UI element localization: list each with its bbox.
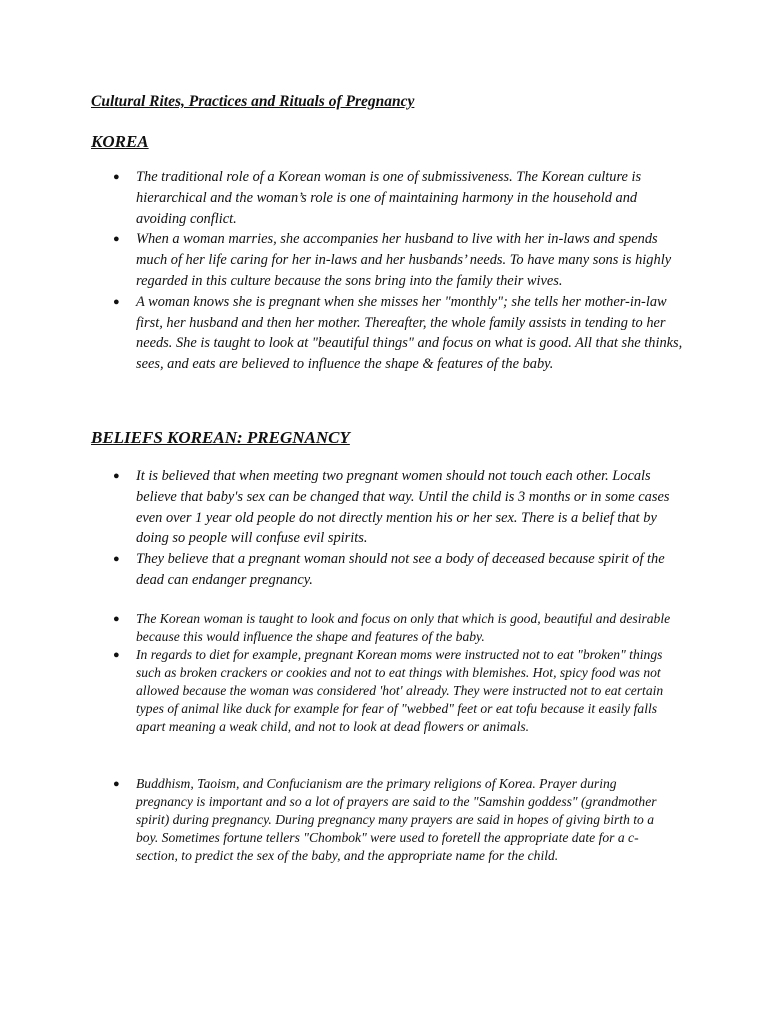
document-title: Cultural Rites, Practices and Rituals of Pregnancy	[91, 93, 415, 110]
list-item	[113, 646, 681, 736]
beliefs-heading: BELIEFS KOREAN: PREGNANCY	[91, 428, 350, 447]
bullet-icon: ●	[113, 295, 120, 308]
list-item	[113, 610, 681, 646]
bullet-icon: ●	[113, 649, 120, 661]
bullet-icon: ●	[113, 233, 120, 246]
bullet-icon: ●	[113, 613, 120, 625]
list-item	[113, 466, 686, 549]
list-item-text: When a woman marries, she accompanies her husband to live with her in-laws and spends much of her life caring for her in-laws and her husbands’ needs. To have many sons is highly regarded in this culture because the sons bring into the family their wives.	[136, 231, 672, 289]
list-item	[113, 775, 676, 865]
korea-bullet-list	[113, 167, 686, 375]
bullet-icon: ●	[113, 470, 120, 482]
list-item-text: It is believed that when meeting two pregnant women should not touch each other. Locals believe that baby's sex can be changed that way. Until the child is 3 months or in some cases even over 1 year old people do not directly mention his or her sex. There is a belief that by doing so people will confuse evil spirits.	[136, 468, 670, 547]
list-item-text: In regards to diet for example, pregnant Korean moms were instructed not to eat "broken" things such as broken crackers or cookies and not to eat things with blemishes. Hot, spicy food was not allowed because the woman was considered 'hot' already. They were instructed not to eat certain types of animal like duck for example for fear of "webbed" feet or eat tofu because it easily falls apart meaning a weak child, and not to look at dead flowers or animals.	[136, 647, 664, 734]
list-item	[113, 549, 686, 591]
list-item-text: A woman knows she is pregnant when she misses her "monthly"; she tells her mother-in-law first, her husband and then her mother. Thereafter, the whole family assists in tending to her needs. She is taught to look at "beautiful things" and focus on what is good. All that she thinks, sees, and eats are believed to influence the shape & features of the baby.	[136, 293, 683, 373]
beliefs-bullet-list-2	[113, 610, 681, 736]
list-item-text: Buddhism, Taoism, and Confucianism are the primary religions of Korea. Prayer during pregnancy is important and so a lot of prayers are said to the "Samshin goddess" (grandmother spirit) during pregnancy. During pregnancy many prayers are said in hopes of giving birth to a boy. Sometimes fortune tellers "Chombok" were used to foretell the appropriate date for a c-section, to predict the sex of the baby, and the appropriate name for the child.	[136, 776, 657, 863]
beliefs-bullet-list-3	[113, 775, 676, 865]
bullet-icon: ●	[113, 553, 120, 566]
list-item-text: The Korean woman is taught to look and focus on only that which is good, beautiful and desirable because this would influence the shape and features of the baby.	[136, 611, 671, 644]
list-item	[113, 167, 686, 229]
beliefs-bullet-list-1	[113, 466, 686, 591]
list-item	[113, 229, 686, 291]
list-item-text: They believe that a pregnant woman should not see a body of deceased because spirit of the dead can endanger pregnancy.	[136, 551, 665, 588]
list-item	[113, 292, 686, 375]
korea-heading: KOREA	[91, 132, 149, 151]
bullet-icon: ●	[113, 171, 120, 183]
bullet-icon: ●	[113, 778, 120, 790]
list-item-text: The traditional role of a Korean woman is one of submissiveness. The Korean culture is hierarchical and the woman’s role is one of maintaining harmony in the household and avoiding conflict.	[136, 169, 642, 227]
